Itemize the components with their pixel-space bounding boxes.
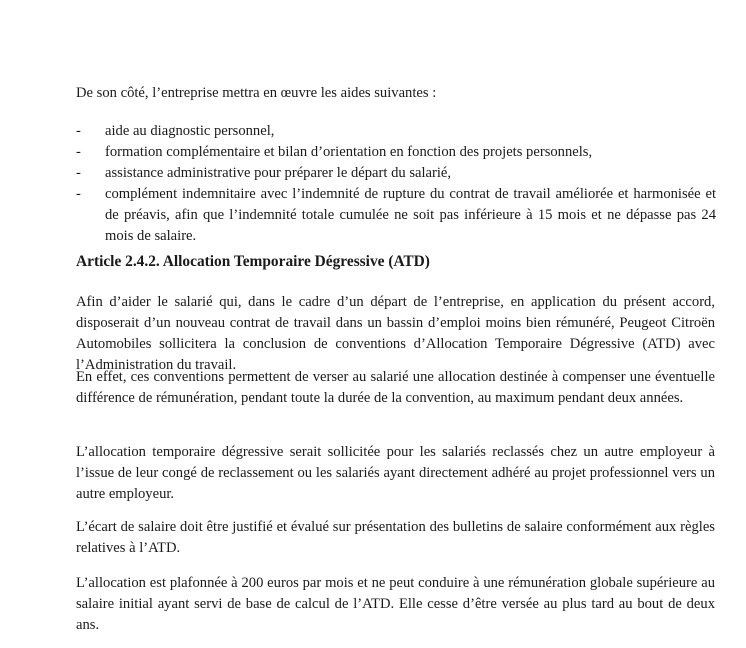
- bullet-dash: -: [76, 165, 81, 181]
- paragraph: En effet, ces conventions permettent de verser au salarié une allocation destinée à compenser une éventuelle différence de rémunération, pendant toute la durée de la convention, au maximum pendant deux années.: [76, 369, 715, 406]
- list-item-text: assistance administrative pour préparer le départ du salarié,: [105, 165, 452, 181]
- paragraph: Afin d’aider le salarié qui, dans le cadre d’un départ de l’entreprise, en application du présent accord, disposerait d’un nouveau contrat de travail dans un bassin d’emploi moins bien rémunéré, Peugeot Citroën Automobiles sollicitera la conclusion de conventions d’Allocation Temporaire Dégressive (ATD) avec l’Administration du travail.: [76, 294, 715, 373]
- list-item: [76, 121, 716, 142]
- list-item: [76, 184, 716, 247]
- paragraph: L’allocation temporaire dégressive serait sollicitée pour les salariés reclassés chez un autre employeur à l’issue de leur congé de reclassement ou les salariés ayant directement adhéré au projet professionnel vers un autre employeur.: [76, 444, 715, 502]
- list-item: [76, 163, 716, 184]
- aids-list: [76, 121, 716, 247]
- list-item: [76, 142, 716, 163]
- paragraph: L’allocation est plafonnée à 200 euros par mois et ne peut conduire à une rémunération globale supérieure au salaire initial ayant servi de base de calcul de l’ATD. Elle cesse d’être versée au plus tard au bout de deux ans.: [76, 575, 715, 633]
- article-heading: Article 2.4.2. Allocation Temporaire Dégressive (ATD): [76, 253, 430, 270]
- bullet-dash: -: [76, 123, 81, 139]
- intro-text: De son côté, l’entreprise mettra en œuvre les aides suivantes :: [76, 85, 437, 101]
- bullet-dash: -: [76, 144, 81, 160]
- list-item-text: aide au diagnostic personnel,: [105, 123, 275, 139]
- list-item-text: formation complémentaire et bilan d’orientation en fonction des projets personnels,: [105, 144, 593, 160]
- bullet-dash: -: [76, 186, 81, 202]
- list-item-text: complément indemnitaire avec l’indemnité de rupture du contrat de travail améliorée et harmonisée et de préavis, afin que l’indemnité totale cumulée ne soit pas inférieure à 15 mois et ne dépasse pas 24 mois de salaire.: [105, 186, 716, 244]
- paragraph: L’écart de salaire doit être justifié et évalué sur présentation des bulletins de salaire conformément aux règles relatives à l’ATD.: [76, 519, 715, 556]
